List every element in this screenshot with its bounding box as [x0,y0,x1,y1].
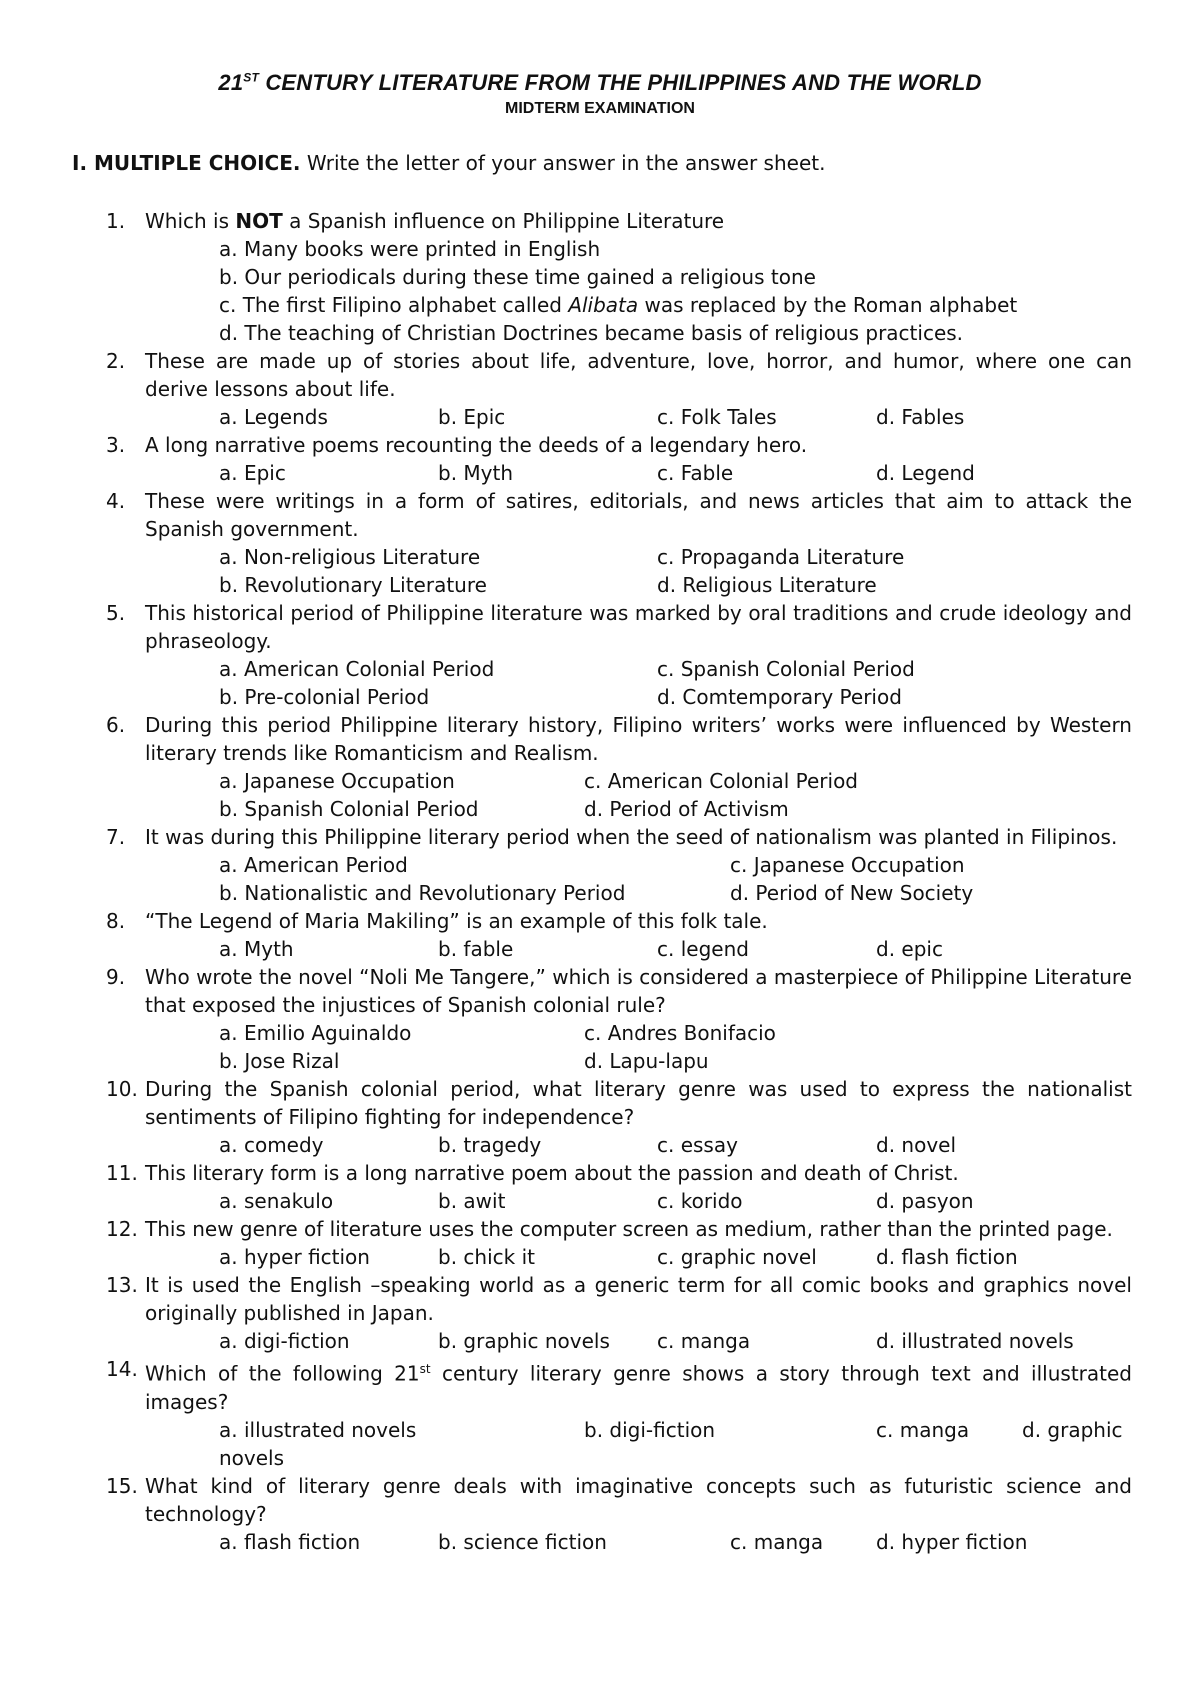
question-number: 4. [106,489,126,513]
question-number: 1. [106,209,126,233]
title-superscript: ST [243,70,260,85]
section-heading [72,151,825,175]
question-text: century literary genre shows a story through text and illustrated images? [145,1361,1132,1414]
option-a: a. comedy [219,1133,324,1157]
option-a: a. flash fiction [219,1529,361,1554]
option-c: c. Propaganda Literature [657,545,905,569]
question-10 [72,1075,1132,1131]
question-number: 7. [106,825,126,849]
question-text: It was during this Philippine literary period when the seed of nationalism was planted in Filipinos. [145,825,1118,849]
question-number: 12. [106,1217,138,1241]
option-a: a. Myth [219,937,294,961]
options-row [72,1131,1132,1159]
question-6 [72,711,1132,767]
options-row [72,1243,1132,1271]
options-row [72,1047,1132,1075]
option-c: c. manga [730,1529,824,1554]
options-row [72,767,1132,795]
options-row [72,879,1132,907]
option-a: a. Legends [219,405,328,429]
option-d: d. Lapu-lapu [584,1049,709,1073]
question-text: Which of the following 21 [145,1361,420,1386]
options-row [72,543,1132,571]
options-row [72,1416,1132,1444]
option-b: b. tragedy [438,1133,542,1157]
option-a: a. American Period [219,853,408,877]
question-11 [72,1159,1132,1187]
question-number: 10. [106,1077,138,1101]
question-number: 11. [106,1161,138,1185]
option-c: c. manga [657,1329,751,1353]
option-d: d. pasyon [876,1189,974,1213]
option-b: b. chick it [438,1245,535,1269]
question-text: These were writings in a form of satires, editorials, and news articles that aim to attack the Spanish government. [145,489,1132,541]
question-number: 6. [106,713,126,737]
section-instruction: Write the letter of your answer in the answer sheet. [300,151,826,175]
question-number: 2. [106,349,126,373]
option-c: c. essay [657,1133,738,1157]
option-b: b. Spanish Colonial Period [219,797,479,821]
question-text: This new genre of literature uses the computer screen as medium, rather than the printed page. [145,1217,1113,1241]
options-row [72,571,1132,599]
question-number: 9. [106,965,126,989]
option-c: c. graphic novel [657,1245,817,1269]
question-14 [72,1355,1132,1416]
option-b: b. Revolutionary Literature [219,573,487,597]
question-13 [72,1271,1132,1327]
question-emphasis: NOT [235,209,283,233]
question-1 [72,207,1132,235]
question-text: “The Legend of Maria Makiling” is an example of this folk tale. [145,909,768,933]
options-row [72,459,1132,487]
option-d-continuation: novels [219,1445,285,1470]
option-a: a. Japanese Occupation [219,769,455,793]
question-list [72,207,1132,1556]
question-5 [72,599,1132,655]
option-c: c. Fable [657,461,734,485]
option-a: a. Non-religious Literature [219,545,481,569]
option-d: d. Religious Literature [657,573,877,597]
question-text: During the Spanish colonial period, what literary genre was used to express the nationalist sentiments of Filipino fighting for independence? [145,1077,1132,1129]
question-number: 5. [106,601,126,625]
option-b: b. Nationalistic and Revolutionary Period [219,881,626,905]
question-15 [72,1472,1132,1528]
option-d: d. novel [876,1133,957,1157]
option-italic-term: Alibata [568,293,639,317]
option-c: c. Andres Bonifacio [584,1021,776,1045]
option-b: b. awit [438,1189,506,1213]
options-row [72,795,1132,823]
question-8 [72,907,1132,935]
question-text: During this period Philippine literary history, Filipino writers’ works were influenced by Western literary trends like Romanticism and Realism. [145,713,1132,765]
question-3 [72,431,1132,459]
question-text: Which is [145,209,236,233]
exam-subtitle: MIDTERM EXAMINATION [505,100,695,117]
option-b: b. Pre-colonial Period [219,685,430,709]
option-d: d. flash fiction [876,1245,1018,1269]
options-row [72,1019,1132,1047]
option-d: d. graphic [1022,1417,1123,1442]
options-row [72,1528,1132,1556]
option-a: a. Emilio Aguinaldo [219,1021,412,1045]
options-row [72,1327,1132,1355]
option-d: d. Period of Activism [584,797,789,821]
option-text: was replaced by the Roman alphabet [638,293,1018,317]
question-number: 13. [106,1273,138,1297]
option-text: c. The first Filipino alphabet called [219,293,569,317]
option-c [72,291,1132,319]
options-row [72,851,1132,879]
option-d: d. epic [876,937,943,961]
question-2 [72,347,1132,403]
option-d: d. Comtemporary Period [657,685,902,709]
question-text: What kind of literary genre deals with imaginative concepts such as futuristic science and technology? [145,1473,1132,1526]
option-c: c. manga [876,1417,970,1442]
option-b: b. science fiction [438,1529,607,1554]
option-a: a. senakulo [219,1189,334,1213]
option-c: c. legend [657,937,749,961]
exam-title [0,70,1200,96]
title-rest: CENTURY LITERATURE FROM THE PHILIPPINES AND THE WORLD [259,70,982,95]
title-prefix: 21 [218,70,244,95]
option-d: d. illustrated novels [876,1329,1074,1353]
option-b: b. Myth [438,461,514,485]
options-row [72,655,1132,683]
question-number: 15. [106,1473,138,1498]
question-text: A long narrative poems recounting the deeds of a legendary hero. [145,433,808,457]
option-c: c. korido [657,1189,743,1213]
question-7 [72,823,1132,851]
option-a: a. hyper fiction [219,1245,370,1269]
option-b: b. fable [438,937,514,961]
option-c: c. American Colonial Period [584,769,859,793]
options-row [72,935,1132,963]
option-d: d. Fables [876,405,965,429]
option-a: a. Epic [219,461,286,485]
option-a: a. Many books were printed in English [219,237,601,261]
option-b: b. Our periodicals during these time gained a religious tone [219,265,816,289]
question-12 [72,1215,1132,1243]
question-number: 3. [106,433,126,457]
question-text: This historical period of Philippine literature was marked by oral traditions and crude ideology and phraseology. [145,601,1132,653]
question-number: 14. [106,1357,138,1381]
question-4 [72,487,1132,543]
question-text: It is used the English –speaking world as a generic term for all comic books and graphics novel originally published in Japan. [145,1273,1132,1325]
options-row [72,1187,1132,1215]
option-b: b. graphic novels [438,1329,610,1353]
option-d: d. The teaching of Christian Doctrines became basis of religious practices. [219,321,964,345]
option-c: c. Folk Tales [657,405,777,429]
option-a: a. illustrated novels [219,1417,417,1442]
option-b: b. Epic [438,405,506,429]
question-text: a Spanish influence on Philippine Literature [282,209,725,233]
option-b: b. digi-fiction [584,1417,716,1442]
option-d: d. hyper fiction [876,1529,1028,1554]
option-a: a. American Colonial Period [219,657,495,681]
question-text: These are made up of stories about life, adventure, love, horror, and humor, where one can derive lessons about life. [145,349,1132,401]
question-text: Who wrote the novel “Noli Me Tangere,” which is considered a masterpiece of Philippine Literature that exposed the injustices of Spanish colonial rule? [145,965,1132,1017]
option-d: d. Period of New Society [730,881,974,905]
section-label: I. MULTIPLE CHOICE. [72,151,301,175]
option-c: c. Japanese Occupation [730,853,965,877]
question-superscript: st [419,1362,431,1376]
options-row [72,403,1132,431]
option-b: b. Jose Rizal [219,1049,340,1073]
options-row [72,683,1132,711]
option-c: c. Spanish Colonial Period [657,657,915,681]
question-text: This literary form is a long narrative poem about the passion and death of Christ. [145,1161,959,1185]
option-a: a. digi-fiction [219,1329,350,1353]
question-9 [72,963,1132,1019]
question-number: 8. [106,909,126,933]
option-d: d. Legend [876,461,975,485]
